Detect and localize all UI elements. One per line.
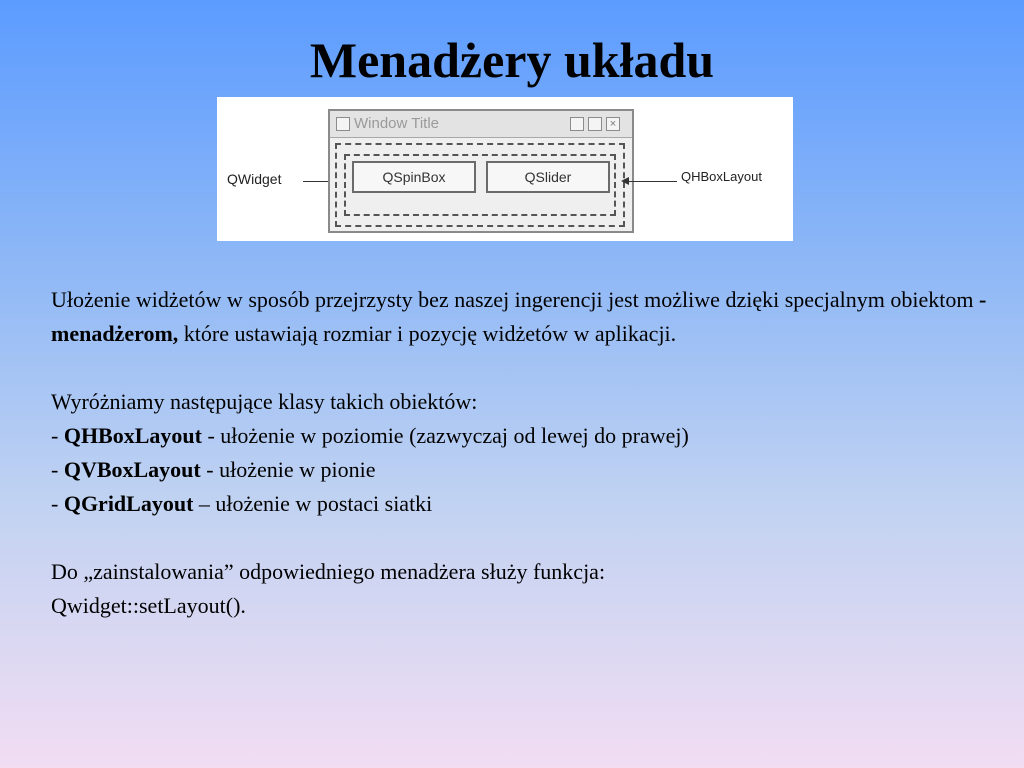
layout-diagram-figure [217,97,793,241]
setlayout-line: Do „zainstalowania” odpowiedniego menadżera służy funkcja: [51,559,606,584]
list-item-desc: - ułożenie w poziomie (zazwyczaj od lewej do prawej) [201,423,689,448]
qhboxlayout-label: QHBoxLayout [681,169,762,184]
setlayout-function: Qwidget::setLayout(). [51,593,246,618]
maximize-icon [588,117,602,131]
qslider-widget: QSlider [486,161,610,193]
list-item-name: QHBoxLayout [63,423,202,448]
list-item-bullet: - [51,491,64,516]
qwidget-label: QWidget [227,171,282,187]
list-item [51,453,1021,487]
list-item-name: QVBoxLayout [63,457,201,482]
intro-paragraph [51,283,1021,351]
slide-body [51,283,1021,623]
list-item-desc: - ułożenie w pionie [200,457,376,482]
sample-window [328,109,634,233]
intro-bold: - menadżerom, [51,287,987,346]
spacer [51,351,1021,385]
close-icon: × [606,117,620,131]
slide-title: Menadżery układu [309,32,715,88]
qspinbox-widget: QSpinBox [352,161,476,193]
list-item-bullet: - [51,457,64,482]
list-item-desc: – ułożenie w postaci siatki [193,491,433,516]
list-item [51,419,1021,453]
qhboxlayout-arrow-line [627,181,677,182]
intro-text: Ułożenie widżetów w sposób przejrzysty bez naszej ingerencji jest możliwe dzięki specjalnym obiektom [51,287,979,312]
window-titlebar [330,111,632,138]
window-menu-icon [336,117,350,131]
list-intro: Wyróżniamy następujące klasy takich obiektów: [51,389,478,414]
minimize-icon [570,117,584,131]
list-item-name: QGridLayout [63,491,194,516]
intro-text-end: które ustawiają rozmiar i pozycję widżetów w aplikacji. [178,321,677,346]
list-item-bullet: - [51,423,64,448]
spacer [51,521,1021,555]
window-title-text: Window Title [354,115,440,132]
list-item [51,487,1021,521]
